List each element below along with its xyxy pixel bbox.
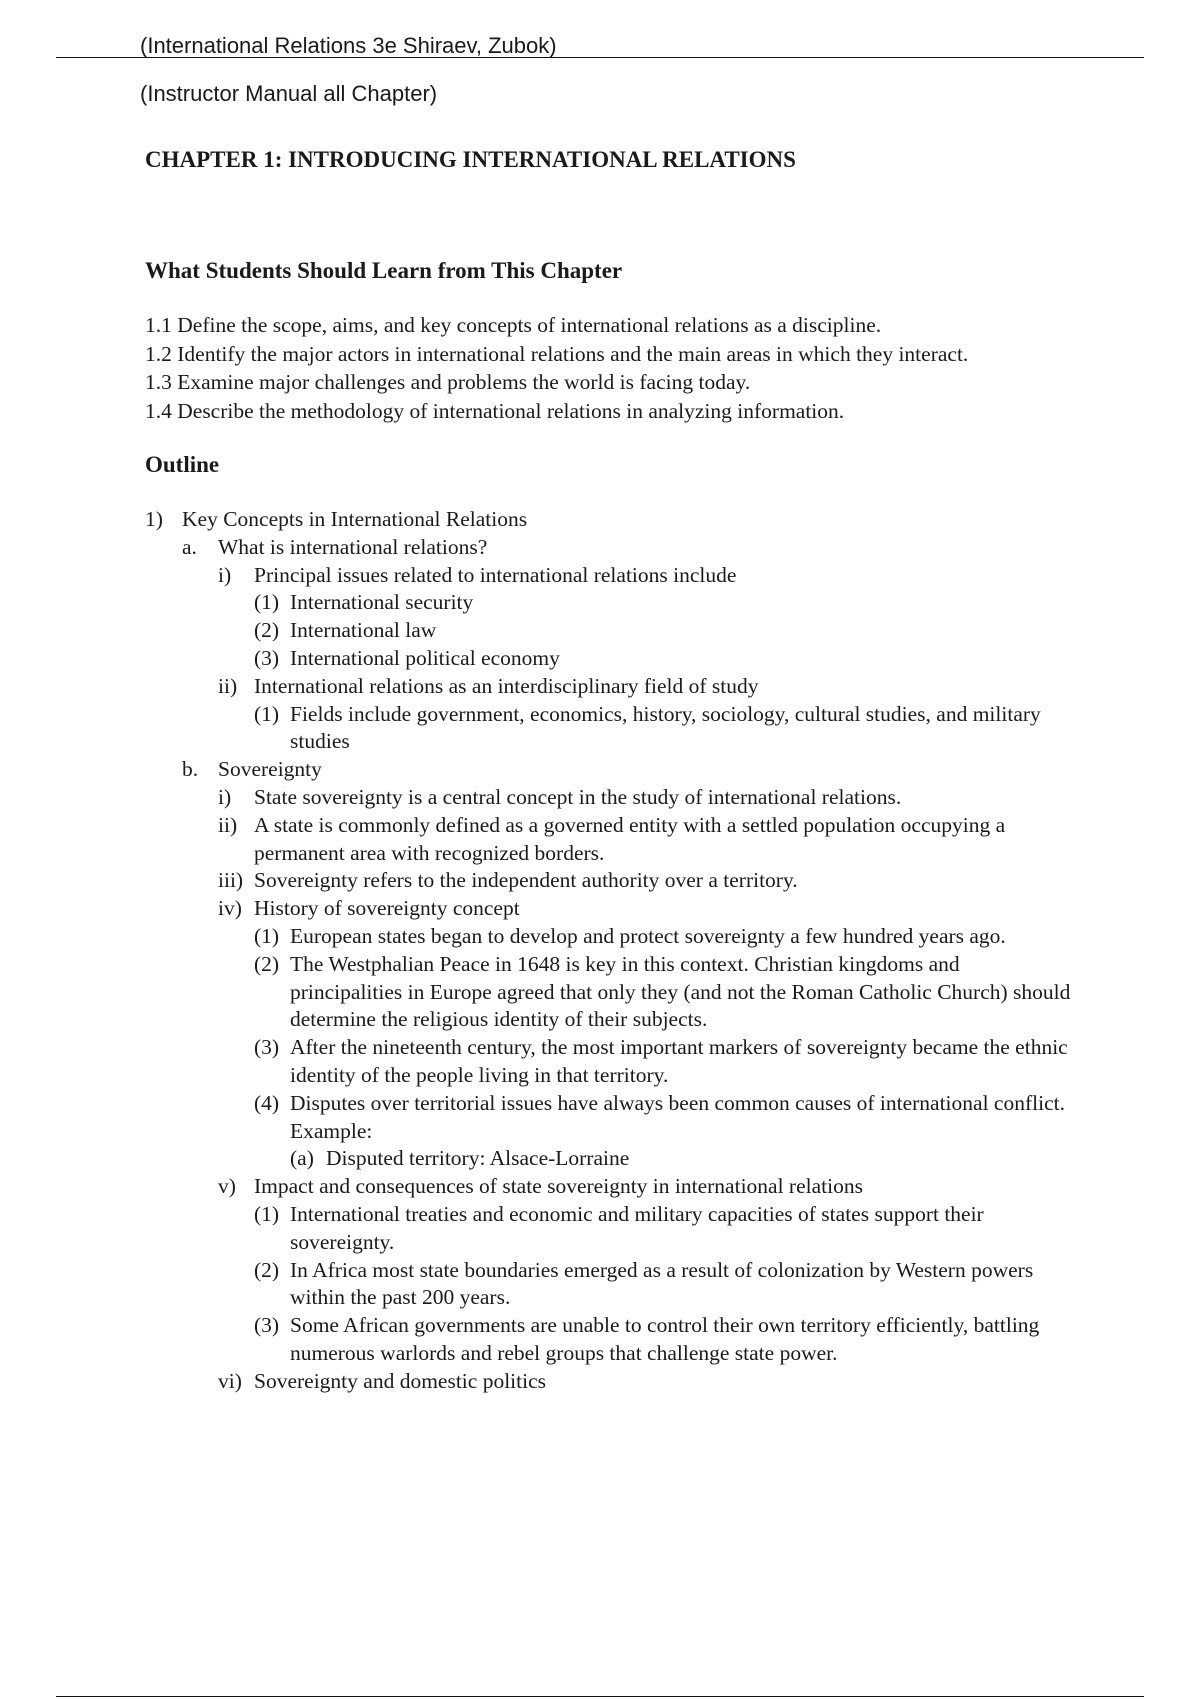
outline-number: iii) — [218, 868, 244, 893]
outline-item — [145, 1368, 1145, 1396]
outline-text: Principal issues related to international relations include — [254, 562, 737, 587]
outline-text: Some African governments are unable to control their own territory efficiently, battling numerous warlords and rebel groups that challenge state power. — [290, 1313, 1040, 1365]
outline-item — [145, 701, 1145, 757]
outline-number: a. — [182, 534, 197, 559]
outline-item — [145, 784, 1145, 812]
manual-subtitle: (Instructor Manual all Chapter) — [140, 81, 438, 106]
objective-item: 1.2 Identify the major actors in international relations and the main areas in which they interact. — [145, 341, 969, 366]
outline-text: The Westphalian Peace in 1648 is key in this context. Christian kingdoms and principalities in Europe agreed that only they (and not the Roman Catholic Church) should determine the religious identity of their subjects. — [290, 951, 1071, 1032]
footer-rule — [56, 1696, 1144, 1697]
outline-item — [145, 534, 1145, 562]
outline-item — [145, 1145, 1145, 1173]
learning-objectives — [145, 311, 968, 426]
outline-number: i) — [218, 562, 232, 587]
outline-text: International law — [290, 618, 437, 643]
outline-number: (2) — [254, 951, 280, 976]
book-title: (International Relations 3e Shiraev, Zubok) — [140, 33, 557, 58]
objective-item: 1.1 Define the scope, aims, and key concepts of international relations as a discipline. — [145, 313, 882, 337]
outline-text: Sovereignty — [218, 757, 322, 782]
outline-number: v) — [218, 1174, 236, 1199]
outline-item — [145, 1257, 1145, 1313]
outline-item — [145, 617, 1145, 645]
outline-item — [145, 1173, 1145, 1201]
outline-number: (4) — [254, 1090, 280, 1115]
outline-text: Sovereignty and domestic politics — [254, 1368, 546, 1393]
outline-item — [145, 951, 1145, 1034]
outline-text: European states began to develop and protect sovereignty a few hundred years ago. — [290, 923, 1006, 948]
outline-item — [145, 867, 1145, 895]
outline-heading: Outline — [145, 452, 220, 477]
outline-text: Impact and consequences of state sovereignty in international relations — [254, 1174, 863, 1199]
outline-text: Disputed territory: Alsace-Lorraine — [326, 1146, 630, 1171]
outline-number: (1) — [254, 1201, 280, 1226]
objective-item: 1.4 Describe the methodology of international relations in analyzing information. — [145, 399, 845, 424]
outline-item — [145, 1034, 1145, 1090]
header-rule — [56, 57, 1144, 58]
outline-item — [145, 506, 1145, 534]
outline-text: After the nineteenth century, the most important markers of sovereignty became the ethnic identity of the people living in that territory. — [290, 1035, 1068, 1087]
outline-number: (3) — [254, 645, 280, 670]
outline-text: Key Concepts in International Relations — [182, 507, 528, 531]
learning-heading: What Students Should Learn from This Chapter — [145, 258, 623, 283]
outline-number: vi) — [218, 1368, 242, 1393]
outline-text: State sovereignty is a central concept in the study of international relations. — [254, 784, 902, 809]
outline-text: Disputes over territorial issues have always been common causes of international conflict. Example: — [290, 1090, 1065, 1143]
outline-item — [145, 1312, 1145, 1368]
outline-text: History of sovereignty concept — [254, 896, 520, 921]
outline-number: (a) — [290, 1146, 314, 1171]
outline-number: ii) — [218, 812, 238, 837]
outline-item — [145, 1090, 1145, 1146]
objective-item: 1.3 Examine major challenges and problems the world is facing today. — [145, 370, 751, 395]
outline-item — [145, 645, 1145, 673]
outline-list — [145, 506, 1145, 1396]
outline-text: What is international relations? — [218, 534, 488, 559]
outline-text: In Africa most state boundaries emerged as a result of colonization by Western powers within the past 200 years. — [290, 1257, 1034, 1310]
outline-item — [145, 589, 1145, 617]
outline-item — [145, 1201, 1145, 1257]
outline-number: iv) — [218, 896, 242, 921]
outline-item — [145, 756, 1145, 784]
outline-number: (1) — [254, 923, 280, 948]
outline-number: (1) — [254, 590, 280, 615]
outline-text: International relations as an interdisciplinary field of study — [254, 673, 759, 698]
outline-text: A state is commonly defined as a governed entity with a settled population occupying a permanent area with recognized borders. — [254, 812, 1006, 865]
outline-number: 1) — [145, 507, 163, 531]
outline-item — [145, 812, 1145, 868]
outline-item — [145, 673, 1145, 701]
outline-number: (3) — [254, 1313, 280, 1338]
outline-text: International treaties and economic and military capacities of states support their sovereignty. — [290, 1201, 984, 1254]
outline-number: (1) — [254, 701, 280, 726]
outline-text: International security — [290, 590, 474, 615]
outline-item — [145, 923, 1145, 951]
outline-number: (3) — [254, 1035, 280, 1060]
outline-text: International political economy — [290, 645, 560, 670]
outline-text: Fields include government, economics, history, sociology, cultural studies, and military studies — [290, 701, 1041, 754]
outline-number: i) — [218, 784, 232, 809]
outline-item — [145, 895, 1145, 923]
outline-number: (2) — [254, 618, 280, 643]
outline-text: Sovereignty refers to the independent authority over a territory. — [254, 868, 798, 893]
outline-number: (2) — [254, 1257, 280, 1282]
outline-item — [145, 562, 1145, 590]
outline-number: ii) — [218, 673, 238, 698]
outline-number: b. — [182, 757, 199, 782]
chapter-title: CHAPTER 1: INTRODUCING INTERNATIONAL RELATIONS — [145, 147, 796, 172]
